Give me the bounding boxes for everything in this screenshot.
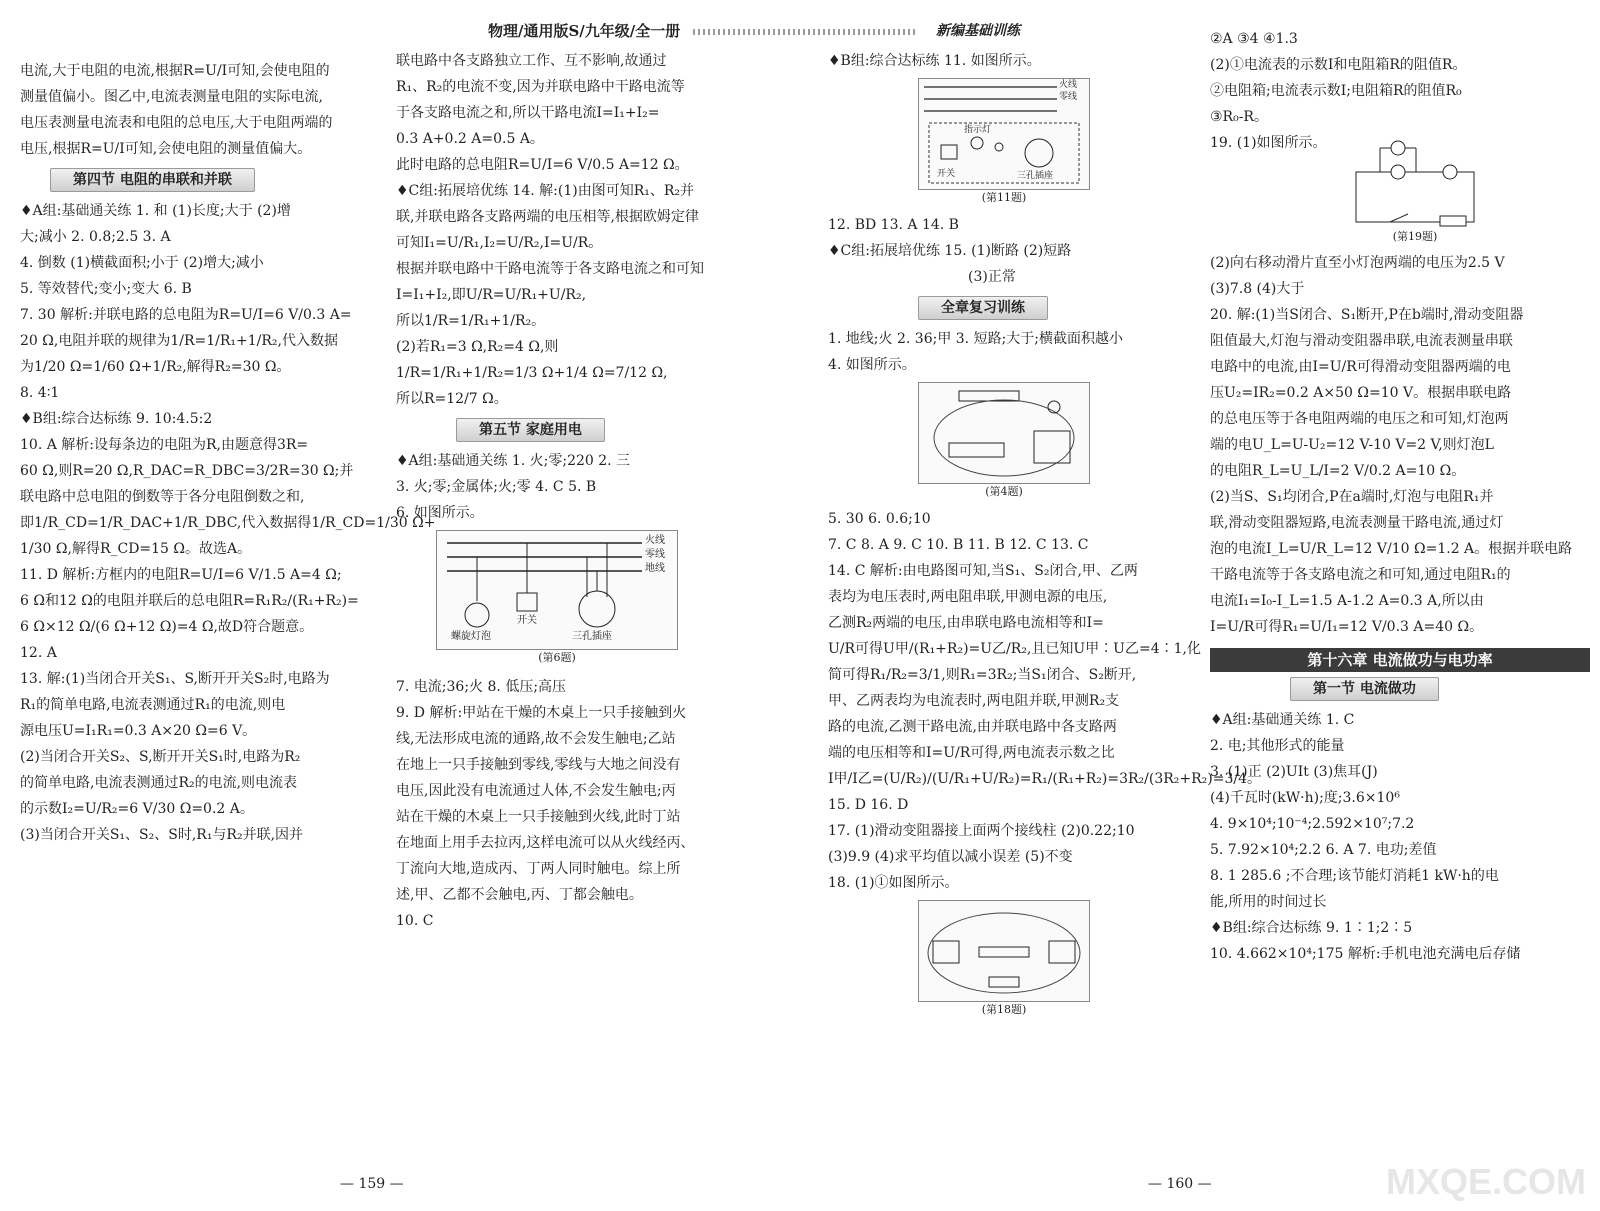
text-line: 甲、乙两表均为电流表时,两电阻并联,甲测R₂支 [828, 693, 1120, 709]
lamp-rheostat-circuit-svg [1350, 138, 1480, 228]
text-line: 13. 解:(1)当闭合开关S₁、S,断开开关S₂时,电路为 [20, 671, 330, 687]
figure-caption: (第11题) [981, 191, 1027, 204]
text-line: (2)当S、S₁均闭合,P在a端时,灯泡与电阻R₁并 [1210, 489, 1494, 505]
text-line: 的总电压等于各电阻两端的电压之和可知,灯泡两 [1210, 411, 1509, 427]
text-line: 简可得R₁/R₂=3/1,则R₁=3R₂;当S₁闭合、S₂断开, [828, 667, 1137, 683]
figure-4-circuit-photo [918, 382, 1090, 498]
figure-18-circuit-photo [918, 900, 1090, 1016]
text-line: 15. D 16. D [828, 797, 909, 813]
text-line: ②A ③4 ④1.3 [1210, 31, 1298, 47]
ground-wire-label: 地线 [645, 563, 665, 574]
text-line: 20 Ω,电阻并联的规律为1/R=1/R₁+1/R₂,代入数据 [20, 333, 338, 349]
text-line: 4. 如图所示。 [828, 357, 916, 373]
text-line: 干路电流等于各支路电流之和可知,通过电阻R₁的 [1210, 567, 1511, 583]
text-line: 7. C 8. A 9. C 10. B 11. B 12. C 13. C [828, 537, 1089, 553]
text-line: 电流I₁=I₀-I_L=1.5 A-1.2 A=0.3 A,所以由 [1210, 593, 1484, 609]
figure-caption: (第4题) [985, 485, 1023, 498]
text-line: 所以1/R=1/R₁+1/R₂。 [396, 313, 546, 329]
page-number-right: — 160 — [1148, 1176, 1212, 1192]
socket-label: 三孔插座 [572, 631, 612, 642]
text-line: 1/30 Ω,解得R_CD=15 Ω。故选A。 [20, 541, 252, 557]
text-line: 路的电流,乙测干路电流,由并联电路中各支路两 [828, 719, 1117, 735]
text-line: 1/R=1/R₁+1/R₂=1/3 Ω+1/4 Ω=7/12 Ω, [396, 365, 668, 381]
indicator-lamp-label: 指示灯 [964, 125, 992, 135]
text-line: 即1/R_CD=1/R_DAC+1/R_DBC,代入数据得1/R_CD=1/30 Ω+ [20, 515, 436, 531]
text-line: 表均为电压表时,两电阻串联,甲测电源的电压, [828, 589, 1108, 605]
text-line: (3)9.9 (4)求平均值以减小误差 (5)不变 [828, 849, 1073, 865]
text-line: 9. D 解析:甲站在干燥的木桌上一只手接触到火 [396, 705, 687, 721]
text-line: 此时电路的总电阻R=U/I=6 V/0.5 A=12 Ω。 [396, 157, 689, 173]
text-line: 12. BD 13. A 14. B [828, 217, 959, 233]
text-line: 8. 1 285.6 ;不合理;该节能灯消耗1 kW·h的电 [1210, 868, 1499, 884]
text-line: 能,所用的时间过长 [1210, 894, 1327, 910]
text-line: 4. 倒数 (1)横截面积;小于 (2)增大;减小 [20, 255, 264, 271]
text-line: 测量值偏小。图乙中,电流表测量电阻的实际电流, [20, 89, 323, 105]
column-4 [1210, 26, 1590, 967]
book-title: 物理/通用版S/九年级/全一册 [488, 22, 681, 40]
text-line: 乙测R₂两端的电压,由串联电路电流相等和I= [828, 615, 1104, 631]
chapter-heading: 第十六章 电流做功与电功率 [1210, 648, 1590, 672]
text-line: 联,滑动变阻器短路,电流表测量干路电流,通过灯 [1210, 515, 1504, 531]
text-line: (2)若R₁=3 Ω,R₂=4 Ω,则 [396, 339, 559, 355]
text-line: 7. 电流;36;火 8. 低压;高压 [396, 679, 567, 695]
series-title: 新编基础训练 [936, 23, 1020, 39]
site-watermark: MXQE.COM [1385, 1161, 1586, 1202]
text-line: 为1/20 Ω=1/60 Ω+1/R₂,解得R₂=30 Ω。 [20, 359, 291, 375]
text-line: ♦C组:拓展培优练 15. (1)断路 (2)短路 [828, 243, 1072, 259]
neutral-wire-label: 零线 [1059, 92, 1078, 102]
text-line: R₁的简单电路,电流表测通过R₁的电流,则电 [20, 697, 286, 713]
header-divider [693, 29, 918, 35]
page-number-left: — 159 — [340, 1176, 404, 1192]
text-line: ♦A组:基础通关练 1. 火;零;220 2. 三 [396, 453, 631, 469]
text-line: 1. 地线;火 2. 36;甲 3. 短路;大于;横截面积越小 [828, 331, 1124, 347]
text-line: 17. (1)滑动变阻器接上面两个接线柱 (2)0.22;10 [828, 823, 1135, 839]
text-line: 的电阻R_L=U_L/I=2 V/0.2 A=10 Ω。 [1210, 463, 1466, 479]
column-2 [396, 48, 788, 934]
text-line: 的示数I₂=U/R₂=6 V/30 Ω=0.2 A。 [20, 801, 254, 817]
text-line: 线,无法形成电流的通路,故不会发生触电;乙站 [396, 731, 676, 747]
text-line: 18. (1)①如图所示。 [828, 875, 959, 891]
page-header [488, 18, 1020, 44]
text-line: 6 Ω和12 Ω的电阻并联后的总电阻R=R₁R₂/(R₁+R₂)= [20, 593, 359, 609]
text-line: 源电压U=I₁R₁=0.3 A×20 Ω=6 V。 [20, 723, 257, 739]
text-line: 站在干燥的木桌上一只手接触到火线,此时丁站 [396, 809, 681, 825]
column-1 [20, 58, 436, 848]
live-wire-label: 火线 [645, 535, 665, 546]
text-line: 泡的电流I_L=U/R_L=12 V/10 Ω=1.2 A。根据并联电路 [1210, 541, 1573, 557]
text-line: 14. C 解析:由电路图可知,当S₁、S₂闭合,甲、乙两 [828, 563, 1138, 579]
text-line: 3. 火;零;金属体;火;零 4. C 5. B [396, 479, 597, 495]
text-line: (2)向右移动滑片直至小灯泡两端的电压为2.5 V [1210, 255, 1505, 271]
text-line: 端的电压相等和I=U/R可得,两电流表示数之比 [828, 745, 1115, 761]
text-line: 2. 电;其他形式的能量 [1210, 738, 1345, 754]
switch-label: 开关 [937, 169, 956, 179]
text-line: 联电路中各支路独立工作、互不影响,故通过 [396, 53, 667, 69]
text-line: (3)7.8 (4)大于 [1210, 281, 1305, 297]
text-line: 可知I₁=U/R₁,I₂=U/R₂,I=U/R。 [396, 235, 603, 251]
text-line: ♦A组:基础通关练 1. 和 (1)长度;大于 (2)增 [20, 203, 291, 219]
text-line: I=U/R可得R₁=U/I₁=12 V/0.3 A=40 Ω。 [1210, 619, 1484, 635]
text-line: 所以R=12/7 Ω。 [396, 391, 508, 407]
text-line: (3)正常 [968, 269, 1016, 285]
text-line: 于各支路电流之和,所以干路电流I=I₁+I₂= [396, 105, 660, 121]
text-line: 电压,根据R=U/I可知,会使电阻的测量值偏大。 [20, 141, 312, 157]
text-line: 大;减小 2. 0.8;2.5 3. A [20, 229, 171, 245]
text-line: ②电阻箱;电流表示数I;电阻箱R的阻值R₀ [1210, 83, 1462, 99]
text-line: 在地面上用手去拉丙,这样电流可以从火线经丙、 [396, 835, 695, 851]
figure-caption: (第19题) [1392, 230, 1438, 243]
text-line: 8. 4∶1 [20, 385, 60, 401]
text-line: 0.3 A+0.2 A=0.5 A。 [396, 131, 544, 147]
text-line: ♦C组:拓展培优练 14. 解:(1)由图可知R₁、R₂并 [396, 183, 694, 199]
text-line: 10. 4.662×10⁴;175 解析:手机电池充满电后存储 [1210, 946, 1521, 962]
section-heading: 全章复习训练 [918, 296, 1048, 320]
socket-label: 三孔插座 [1017, 171, 1054, 181]
circuit-apparatus-svg [919, 383, 1089, 483]
section-heading: 第五节 家庭用电 [456, 418, 605, 442]
text-line: 20. 解:(1)当S闭合、S₁断开,P在b端时,滑动变阻器 [1210, 307, 1524, 323]
figure-caption: (第6题) [538, 651, 576, 664]
text-line: (3)当闭合开关S₁、S₂、S时,R₁与R₂并联,因并 [20, 827, 304, 843]
text-line: 在地上一只手接触到零线,零线与大地之间没有 [396, 757, 681, 773]
text-line: 6 Ω×12 Ω/(6 Ω+12 Ω)=4 Ω,故D符合题意。 [20, 619, 314, 635]
text-line: 7. 30 解析:并联电路的总电阻为R=U/I=6 V/0.3 A= [20, 307, 352, 323]
figure-11-wiring-diagram [918, 78, 1090, 204]
text-line: 述,甲、乙都不会触电,丙、丁都会触电。 [396, 887, 643, 903]
text-line: 联,并联电路各支路两端的电压相等,根据欧姆定律 [396, 209, 699, 225]
section-heading: 第四节 电阻的串联和并联 [50, 168, 255, 192]
text-line: 丁流向大地,造成丙、丁两人同时触电。综上所 [396, 861, 681, 877]
text-line: 阻值最大,灯泡与滑动变阻器串联,电流表测量串联 [1210, 333, 1513, 349]
figure-caption: (第18题) [981, 1003, 1027, 1016]
text-line: 根据并联电路中干路电流等于各支路电流之和可知 [396, 261, 704, 277]
text-line: R₁、R₂的电流不变,因为并联电路中干路电流等 [396, 79, 685, 95]
text-line: U/R可得U甲/(R₁+R₂)=U乙/R₂,且已知U甲∶U乙=4∶1,化 [828, 641, 1201, 657]
text-line: ♦A组:基础通关练 1. C [1210, 712, 1355, 728]
text-line: 11. D 解析:方框内的电阻R=U/I=6 V/1.5 A=4 Ω; [20, 567, 342, 583]
text-line: 5. 7.92×10⁴;2.2 6. A 7. 电功;差值 [1210, 842, 1437, 858]
text-line: 5. 等效替代;变小;变大 6. B [20, 281, 192, 297]
text-line: ♦B组:综合达标练 9. 1∶1;2∶5 [1210, 920, 1413, 936]
bulb-label: 螺旋灯泡 [451, 631, 491, 642]
text-line: 电流,大于电阻的电流,根据R=U/I可知,会使电阻的 [20, 63, 330, 79]
text-line: 10. C [396, 913, 434, 929]
text-line: 电压,因此没有电流通过人体,不会发生触电;丙 [396, 783, 676, 799]
text-line: 电压表测量电流表和电阻的总电压,大于电阻两端的 [20, 115, 333, 131]
text-line: I=I₁+I₂,即U/R=U/R₁+U/R₂, [396, 287, 587, 303]
text-line: 端的电U_L=U-U₂=12 V-10 V=2 V,则灯泡L [1210, 437, 1494, 453]
switch-label: 开关 [517, 615, 537, 626]
text-line: ♦B组:综合达标练 9. 10:4.5:2 [20, 411, 213, 427]
measurement-setup-svg [919, 901, 1089, 1001]
text-line: I甲/I乙=(U/R₂)/(U/R₁+U/R₂)=R₁/(R₁+R₂)=3R₂/(3R₂+R₂)=3/4。 [828, 771, 1262, 787]
text-line: 电路中的电流,由I=U/R可得滑动变阻器两端的电 [1210, 359, 1511, 375]
text-line: 压U₂=IR₂=0.2 A×50 Ω=10 V。根据串联电路 [1210, 385, 1512, 401]
live-wire-label: 火线 [1059, 80, 1078, 90]
text-line: (2)当闭合开关S₂、S,断开开关S₁时,电路为R₂ [20, 749, 301, 765]
figure-19-circuit-diagram [1350, 138, 1480, 243]
text-line: 4. 9×10⁴;10⁻⁴;2.592×10⁷;7.2 [1210, 816, 1415, 832]
text-line: 联电路中总电阻的倒数等于各分电阻倒数之和, [20, 489, 305, 505]
text-line: (4)千瓦时(kW·h);度;3.6×10⁶ [1210, 790, 1400, 806]
text-line: 12. A [20, 645, 57, 661]
neutral-wire-label: 零线 [645, 549, 665, 560]
figure-6-wiring-diagram [436, 530, 678, 664]
text-line: 60 Ω,则R=20 Ω,R_DAC=R_DBC=3/2R=30 Ω;并 [20, 463, 354, 479]
text-line: 3. (1)正 (2)UIt (3)焦耳(J) [1210, 764, 1378, 780]
text-line: 10. A 解析:设每条边的电阻为R,由题意得3R= [20, 437, 309, 453]
text-line: 6. 如图所示。 [396, 505, 484, 521]
section-heading: 第一节 电流做功 [1290, 677, 1439, 701]
text-line: (2)①电流表的示数I和电阻箱R的阻值R。 [1210, 57, 1467, 73]
text-line: 的简单电路,电流表测通过R₂的电流,则电流表 [20, 775, 298, 791]
text-line: 5. 30 6. 0.6;10 [828, 511, 931, 527]
text-line: 19. (1)如图所示。 [1210, 135, 1327, 151]
text-line: ♦B组:综合达标练 11. 如图所示。 [828, 53, 1041, 69]
text-line: ③R₀-R。 [1210, 109, 1268, 125]
